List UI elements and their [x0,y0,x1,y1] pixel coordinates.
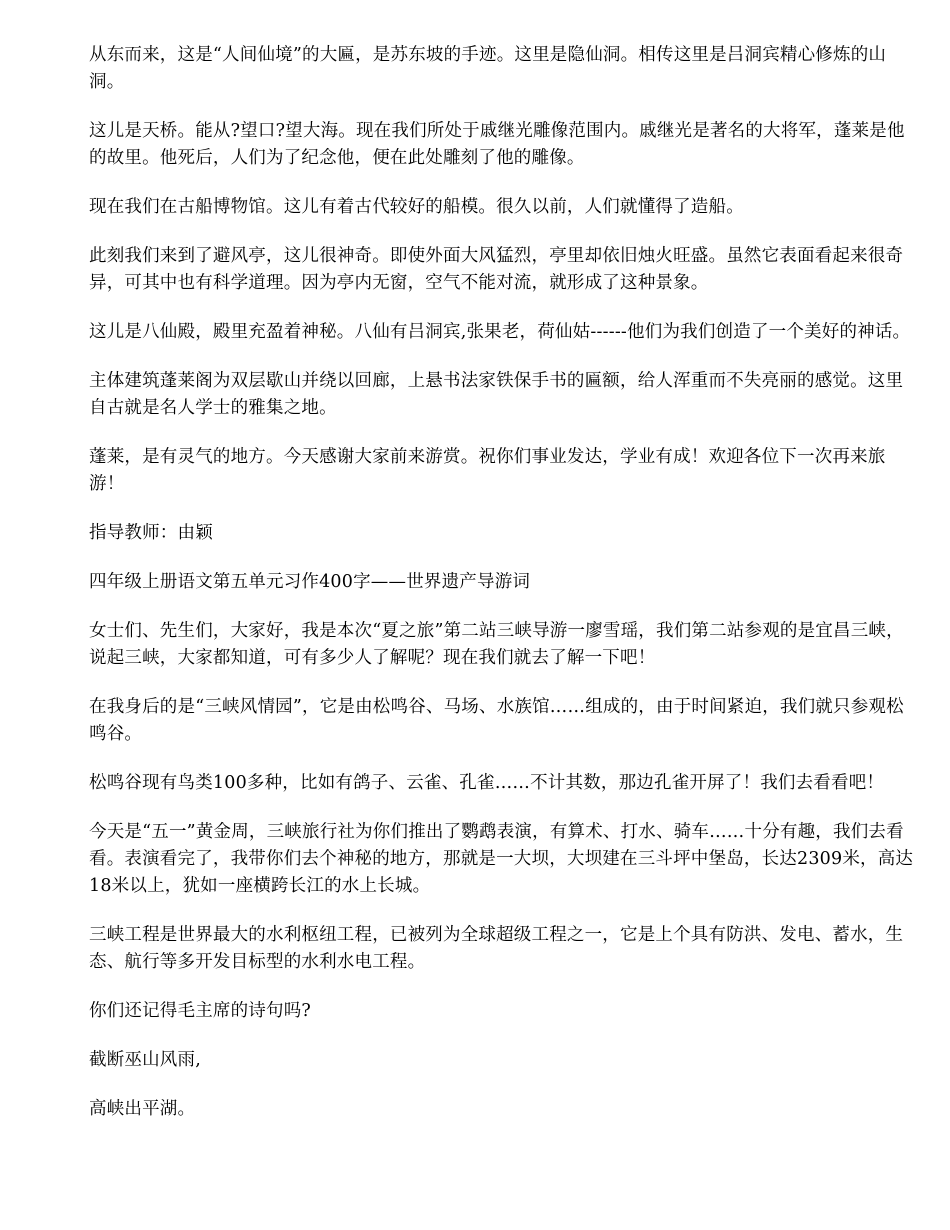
poem-line-2: 高峡出平湖。 [89,1099,196,1119]
paragraph-14: 三峡工程是世界最大的水利枢纽工程，已被列为全球超级工程之一，它是上个具有防洪、发电、蓄水，生态、航行等多开发目标型的水利水电工程。 [89,925,904,972]
paragraph-12: 松鸣谷现有鸟类100多种，比如有鸽子、云雀、孔雀……不计其数，那边孔雀开屏了！我们去看看吧！ [89,773,885,793]
paragraph-2: 这儿是天桥。能从?望口?望大海。现在我们所处于戚继光雕像范围内。戚继光是著名的大将军，蓬莱是他的故里。他死后，人们为了纪念他，便在此处雕刻了他的雕像。 [89,121,905,168]
paragraph-1: 从东而来，这是“人间仙境”的大匾，是苏东坡的手迹。这里是隐仙洞。相传这里是吕洞宾精心修炼的山洞。 [89,45,887,92]
teacher-credit: 指导教师：由颖 [89,523,213,543]
paragraph-10: 女士们、先生们，大家好，我是本次“夏之旅”第二站三峡导游一廖雪瑶，我们第二站参观的是宜昌三峡，说起三峡，大家都知道，可有多少人了解呢？现在我们就去了解一下吧！ [89,621,904,668]
paragraph-3: 现在我们在古船博物馆。这儿有着古代较好的船模。很久以前，人们就懂得了造船。 [89,197,744,217]
paragraph-4: 此刻我们来到了避风亭，这儿很神奇。即使外面大风猛烈，亭里却依旧烛火旺盛。虽然它表面看起来很奇异，可其中也有科学道理。因为亭内无窗，空气不能对流，就形成了这种景象。 [89,246,904,293]
poem-line-1: 截断巫山风雨, [89,1050,201,1070]
document-body [89,42,919,1145]
paragraph-7: 蓬莱，是有灵气的地方。今天感谢大家前来游赏。祝你们事业发达，学业有成！欢迎各位下一次再来旅游！ [89,447,886,494]
paragraph-11: 在我身后的是“三峡风情园”，它是由松鸣谷、马场、水族馆……组成的，由于时间紧迫，我们就只参观松鸣谷。 [89,697,904,744]
paragraph-6: 主体建筑蓬莱阁为双层歇山并绕以回廊，上悬书法家铁保手书的匾额，给人浑重而不失亮丽的感觉。这里自古就是名人学士的雅集之地。 [89,371,904,418]
paragraph-13: 今天是“五一”黄金周，三峡旅行社为你们推出了鹦鹉表演，有算术、打水、骑车……十分有趣，我们去看看。表演看完了，我带你们去个神秘的地方，那就是一大坝，大坝建在三斗坪中堡岛，长达2309米，高达18米以上，犹如一座横跨长江的水上长城。 [89,822,914,896]
paragraph-15: 你们还记得毛主席的诗句吗? [89,1001,311,1021]
paragraph-5: 这儿是八仙殿，殿里充盈着神秘。八仙有吕洞宾,张果老，荷仙姑------他们为我们创造了一个美好的神话。 [89,322,911,342]
section-heading: 四年级上册语文第五单元习作400字——世界遗产导游词 [89,572,531,592]
